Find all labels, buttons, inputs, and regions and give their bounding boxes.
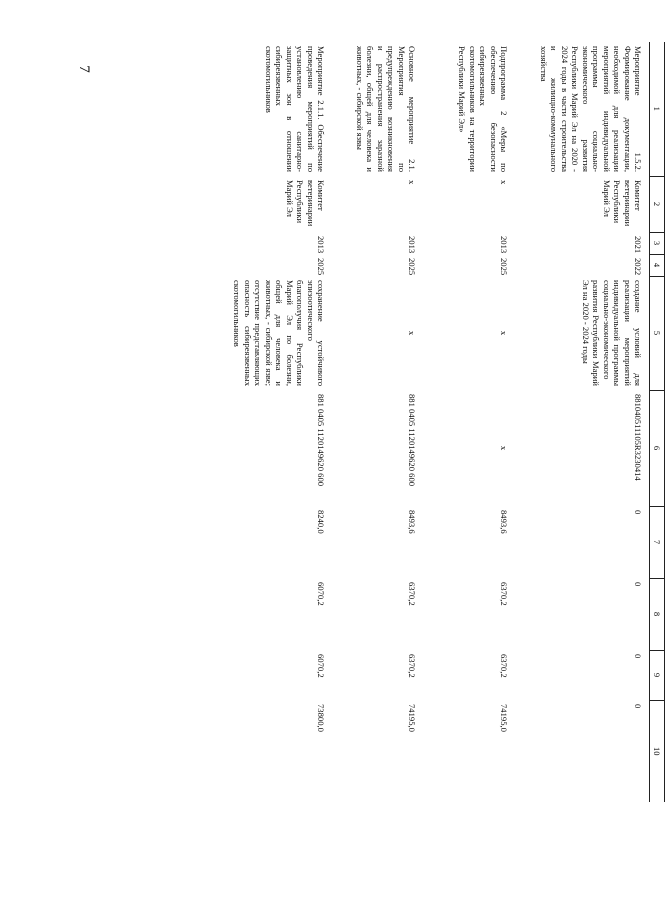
header-row [650, 42, 665, 802]
cell-value-7: 8493,6 [499, 510, 509, 534]
cell-start-year: 2013 [407, 236, 417, 254]
col-header-3: 3 [650, 232, 665, 254]
cell-value-9: 6070,2 [316, 654, 326, 678]
rotated-table-frame [120, 42, 665, 802]
col-header-2: 2 [650, 176, 665, 232]
cell-budget-code: 881 0405 1120149620 600 [316, 394, 326, 487]
cell-value-7: 8240,0 [316, 510, 326, 534]
col-header-10: 10 [650, 700, 665, 802]
cell-executor: х [407, 180, 417, 185]
cell-value-7: 0 [633, 510, 643, 515]
cell-value-7: 8493,6 [407, 510, 417, 534]
cell-executor: Комитет ветеринарии Республики Марий Эл [601, 180, 643, 227]
cell-measure-name: Мероприятие 2.1.1. Обеспечение проведения мероприятий по установлению санитарно-защитных зон в отношении сибиреязвенных скотомогильников [263, 46, 326, 172]
cell-measure-name: Основное мероприятие 2.1. Мероприятия по предупреждению возникновения и распространения заразной болезни, общей для человека и животных, - сибирской язвы [354, 46, 417, 172]
table-row [332, 42, 423, 802]
col-header-4: 4 [650, 254, 665, 276]
cell-value-8: 6370,2 [499, 582, 509, 606]
cell-value-10: 74195,0 [499, 704, 509, 732]
cell-value-9: 0 [633, 654, 643, 659]
cell-value-8: 6370,2 [407, 582, 417, 606]
cell-value-9: 6370,2 [499, 654, 509, 678]
cell-end-year: 2025 [499, 258, 509, 276]
cell-budget-code: х [499, 445, 509, 451]
cell-start-year: 2013 [499, 236, 509, 254]
cell-measure-name: Мероприятие 1.5.2. Формирование документации, необходимой для реализации мероприятий индивидуальной программы социально-экономического развития Республики Марий Эл на 2020 - 2024 годы в части строительства и жилищно-коммунального хозяйства [538, 46, 643, 172]
cell-budget-code: 881040511105R3230414 [633, 394, 643, 481]
cell-value-8: 6070,2 [316, 582, 326, 606]
cell-value-10: 0 [633, 704, 643, 709]
cell-end-year: 2025 [316, 258, 326, 276]
page-number: 7 [76, 65, 92, 73]
cell-result: х [499, 330, 509, 336]
cell-end-year: 2022 [633, 258, 643, 276]
cell-start-year: 2013 [316, 236, 326, 254]
cell-executor: х [499, 180, 509, 185]
cell-value-10: 74195,0 [407, 704, 417, 732]
col-header-9: 9 [650, 650, 665, 700]
cell-result: сохранение устойчивого эпизоотического благополучия Республики Марий Эл по болезни, общей для человека и животных, - сибирской язве; отсутствие представляющих опасность сибиреязвенных скотомогильников [232, 280, 326, 386]
col-header-7: 7 [650, 506, 665, 578]
table-row [176, 42, 332, 802]
cell-budget-code: 881 0405 1120149620 600 [407, 394, 417, 487]
cell-end-year: 2025 [407, 258, 417, 276]
cell-executor: Комитет ветеринарии Республики Марий Эл [284, 180, 326, 227]
col-header-1: 1 [650, 42, 665, 176]
measures-table [176, 42, 665, 802]
cell-start-year: 2021 [633, 236, 643, 254]
cell-result: х [407, 330, 417, 336]
table-row [423, 42, 515, 802]
cell-value-8: 0 [633, 582, 643, 587]
table-row [515, 42, 650, 802]
col-header-8: 8 [650, 578, 665, 650]
col-header-6: 6 [650, 390, 665, 506]
cell-value-10: 73800,0 [316, 704, 326, 732]
cell-value-9: 6370,2 [407, 654, 417, 678]
program-table [120, 42, 665, 802]
col-header-5: 5 [650, 276, 665, 390]
cell-result: создание условий для реализации мероприятий индивидуальной программы социально-экономического развития Республики Марий Эл на 2020 - 2024 годы [580, 280, 643, 386]
cell-measure-name: Подпрограмма 2 «Меры по обеспечению безопасности сибиреязвенных скотомогильников на территории Республики Марий Эл» [457, 46, 509, 172]
